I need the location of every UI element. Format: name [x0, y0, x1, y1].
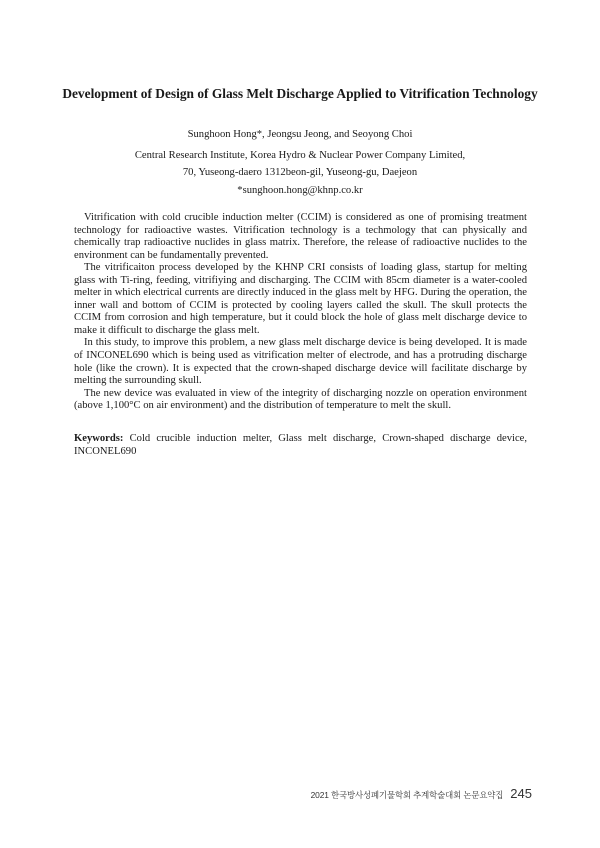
page-number: 245: [510, 786, 532, 801]
paper-title: Development of Design of Glass Melt Discharge Applied to Vitrification Technology: [62, 86, 538, 101]
keywords-section: [74, 432, 527, 458]
abstract-paragraph-3: In this study, to improve this problem, a new glass melt discharge device is being developed. It is made of INCONEL690 which is being used as vitrification melter of electrode, and has a protruding discharge hole (like the crown). It is expected that the crown-shaped discharge device will facilitate discharge by melting the surrounding skull.: [74, 337, 527, 387]
abstract-paragraph-2: The vitrificaiton process developed by the KHNP CRI consists of loading glass, startup for melting glass with Ti-ring, feeding, vitrifiying and discharging. The CCIM with 85cm diameter is a water-cooled melter in which electrical currents are directly induced in the glass melt by HFG. During the operation, the inner wall and bottom of CCIM is protected by cooling layers called the skull. The skull protects the CCIM from corrosion and high temperature, but it could block the hole of glass melt discharge device to make it difficult to discharge the glass melt.: [74, 262, 527, 336]
keywords-list: Cold crucible induction melter, Glass melt discharge, Crown-shaped discharge device, INCONEL690: [74, 433, 527, 458]
author-list: Sunghoon Hong*, Jeongsu Jeong, and Seoyong Choi: [187, 129, 413, 140]
corresponding-email: *sunghoon.hong@khnp.co.kr: [237, 185, 363, 196]
keywords-label: Keywords:: [74, 433, 124, 444]
proceedings-name: 2021 한국방사성폐기물학회 추계학술대회 논문요약집: [310, 790, 504, 800]
abstract-paragraph-1: Vitrification with cold crucible induction melter (CCIM) is considered as one of promising treatment technology for radioactive wastes. Vitrification technology is a techmology that can physically and chemically trap radioactive nuclides in glass matrix. Therefore, the release of radioactive nuclides to the environment can be fundamentally prevented.: [74, 212, 527, 261]
affiliation: Central Research Institute, Korea Hydro & Nuclear Power Company Limited,: [134, 150, 466, 161]
page-footer: [311, 786, 532, 804]
abstract-paragraph-4: The new device was evaluated in view of the integrity of discharging nozzle on operation environment (above 1,100°C on air environment) and the distribution of temperature to melt the skull.: [74, 387, 527, 412]
address: 70, Yuseong-daero 1312beon-gil, Yuseong-gu, Daejeon: [182, 167, 418, 178]
abstract-body: [74, 212, 527, 413]
